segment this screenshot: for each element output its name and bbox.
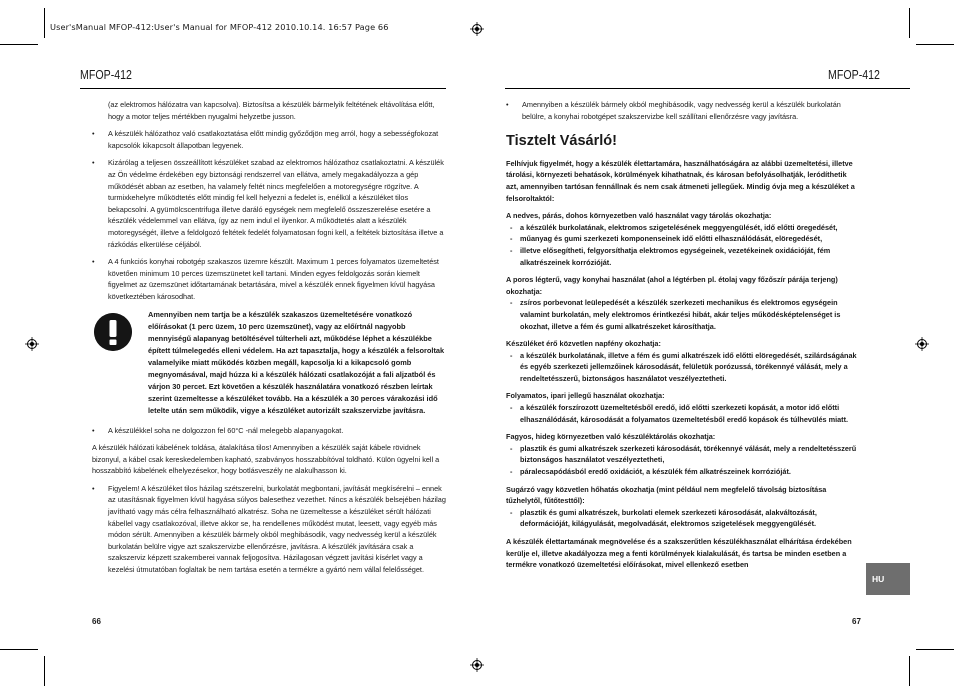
- care-notes: [506, 158, 858, 571]
- bullet-item: [92, 157, 448, 250]
- bullet-item: [92, 128, 448, 151]
- bullet-icon: •: [92, 158, 95, 168]
- bullet-item: [92, 425, 448, 437]
- registration-mark-icon: [470, 658, 484, 672]
- bullet-icon: •: [92, 257, 95, 267]
- subsection-heading: Fagyos, hideg környezetben való készüléktárolás okozhatja:: [506, 432, 716, 442]
- dash-item: - páralecsapódásból eredő oxidációt, a készülék fém alkatrészeinek korrózióját.: [510, 467, 791, 477]
- subsection-heading: A nedves, párás, dohos környezetben való használat vagy tárolás okozhatja:: [506, 211, 772, 221]
- dash-item: - a készülék burkolatának, elektromos szigetelésének meggyengülését, idő előtti öregedését,: [510, 222, 838, 232]
- dash-item: - zsíros porbevonat leülepedését a készülék szerkezeti mechanikus és elektromos egységein valamint burkolatán, mely elektromos érintkezési hibát, akár teljes működésképtelenséget is okozhat, illetve a fém és gumi alkatrészeket károsíthatja.: [510, 298, 841, 331]
- crop-mark: [909, 656, 910, 686]
- bullet-item: [92, 256, 448, 302]
- bullet-icon: •: [92, 483, 95, 493]
- warning-text: Amennyiben nem tartja be a készülék szakaszos üzemeltetésére vonatkozó előírásokat (1 perc üzem, 10 perc üzemszünet), vagy az előírtnál nagyobb mennyiségű alapanyag betöltésével túlterheli azt, működése léphet a készülékbe épített túlmelegedés elleni védelem. Ha azt tapasztalja, hogy a készülék a felsoroltak valamelyike miatt működés közben megáll, kapcsolja ki a kikapcsoló gomb megnyomásával, majd húzza ki a készülék hálózati csatlakozóját a fali aljzatból és várjon 30 percet. Ezt követően a készülék használatára vonatkozó részben leírtak szerint üzemeltesse a készüléket tovább. Ha a készülék a 30 perces várakozási idő letelte után sem működik, vigye a készüléket autorizált szakszervizbe javításra.: [148, 309, 445, 415]
- crop-mark: [916, 44, 954, 45]
- page-number-left: 66: [92, 617, 101, 626]
- header-right-model: MFOP-412: [828, 68, 880, 82]
- registration-mark-icon: [25, 337, 39, 351]
- section-title: Tisztelt Vásárló!: [506, 133, 617, 150]
- bullet-item: [92, 483, 448, 576]
- print-slug-line: User'sManual MFOP-412:User's Manual for MFOP-412 2010.10.14. 16:57 Page 66: [50, 22, 389, 32]
- header-rule-right: [505, 88, 910, 89]
- bullet-icon: •: [92, 129, 95, 139]
- bullet-item: [506, 99, 858, 122]
- registration-mark-icon: [915, 337, 929, 351]
- bullet-text: A készülék hálózathoz való csatlakoztatása előtt mindig győződjön meg arról, hogy a sebességfokozat kapcsolók kikapcsolt állapotban legyenek.: [108, 129, 439, 150]
- intro-paragraph: Felhívjuk figyelmét, hogy a készülék élettartamára, használhatóságára az alábbi üzemeltetési, illetve tárolási, környezeti behatások, körülmények kihathatnak, és károsan befolyásolhatják, leródíthetik azt, amennyiben tartósan fennállnak és nem csak átmeneti jellegűek. Mindig óvja meg a készüléket a felsoroltaktól:: [506, 158, 855, 203]
- subsection-heading: Sugárzó vagy közvetlen hőhatás okozhatja (mint például nem megfelelő távolság biztosítása tűzhelytől, fűtőtesttől):: [506, 484, 827, 506]
- warning-block: [92, 309, 448, 417]
- bullet-text: Amennyiben a készülék bármely okból meghibásodik, vagy nedvesség kerül a készülék burkolatán belülre, a konyhai robotgépet szakszervizbe kell szállítani ellenőrzésre vagy javításra.: [522, 100, 841, 121]
- subsection-heading: Készüléket érő közvetlen napfény okozhatja:: [506, 339, 661, 349]
- exclamation-icon: [94, 313, 132, 351]
- paragraph: A készülék hálózati kábelének toldása, átalakítása tilos! Amennyiben a készülék saját kábele rövidnek bizonyul, a kábel csak kereskedelemben kapható, szabványos hosszabbítóval toldható. Külön ügyelni kell a hosszabbító kábelének elhelyezésekor, hogy botlásveszély ne alakulhasson ki.: [92, 443, 440, 476]
- bullet-text: Kizárólag a teljesen összeállított készüléket szabad az elektromos hálózathoz csatlakoztatni. A készülék az Ön védelme érdekében egy biztonsági rendszerrel van ellátva, amely megakadályozza a gép működését abban az esetben, ha valamely feltét nincs megfelelően a motoregységre rögzítve. A turmixkehelyre működtetés előtt mindig fel kell helyezni a fedelet is, enélkül a készüléket tilos bekapcsolni. A gyümölcscentrifuga illetve daráló egységek nem megfelelő összeszerelése esetére a készülék védelemmel van ellátva, így az nem indul el ilyenkor. A működtetés alatt a készülék motoregységét, illetve a feldolgozó feltétek fedelét folyamatosan fogni kell, a feltétek biztosítása illetve a rázkódás elkerülése céljából.: [108, 158, 444, 249]
- language-tab: HU: [866, 563, 910, 595]
- crop-mark: [44, 656, 45, 686]
- outro-paragraph: A készülék élettartamának megnövelése és a szakszerűtlen készülékhasználat elhárítása érdekében kerülje el, illetve akadályozza meg a fenti körülmények kialakulását, és tartsa be minden esetben a termékre vonatkozó üzemeltetési előírásokat, mivel ellenkező esetben: [506, 537, 852, 570]
- dash-item: - a készülék burkolatának, illetve a fém és gumi alkatrészek idő előtti elöregedését, szilárdságának és egyéb szerkezeti jellemzőinek károsodását, felületük porózussá, törékennyé válását, mely a rendeltetésszerű, biztonságos használatot veszélyeztetheti.: [510, 350, 857, 383]
- header-left-model: MFOP-412: [80, 68, 132, 82]
- bullet-icon: •: [506, 100, 509, 109]
- left-page-column: [92, 99, 448, 582]
- subsection-heading: Folyamatos, ipari jellegű használat okozhatja:: [506, 391, 665, 401]
- page-number-right: 67: [852, 617, 861, 626]
- bullet-text: Figyelem! A készüléket tilos házilag szétszerelni, burkolatát megbontani, javítását megkísérelni – ennek az utasításnak figyelmen kívül hagyása súlyos balesethez vezethet. Nincs a készülék belsejében házilag javítható vagy más célra felhasználható alkatrész. Soha ne üzemeltesse a készüléket sérült hálózati kábellel vagy csatlakozóval, illetve akkor se, ha rendellenes működést mutat, leesett, vagy egyéb más módon sérült. Amennyiben a készülék bármely okból meghibásodik, vagy nedvesség kerül a készülék burkolatán belülre vigye azt szakszervizbe ellenőrzésre, javításra. A készülék javítására csak a szakszerviz képzett szakemberei vannak feljogosítva. Házilagosan végzett javítási kísérlet vagy a kezelési útmutatóban foglaltak be nem tartása esetén a termékre a gyártó nem vállal felelősséget.: [108, 483, 446, 575]
- crop-mark: [909, 8, 910, 38]
- dash-item: - plasztik és gumi alkatrészek szerkezeti károsodását, törékennyé válását, mely a rendeltetésszerű biztonságos használatot veszélyeztetheti,: [510, 443, 857, 465]
- dash-item: - a készülék forszírozott üzemeltetésből eredő, idő előtti szerkezeti kopását, a motor idő előtti elhasználódását, károsodását a folyamatos üzemeltetésből eredő kopások és túlhevülés miatt.: [510, 403, 849, 424]
- dash-item: - plasztik és gumi alkatrészek, burkolati elemek szerkezeti károsodását, alakváltozását, deformációját, kilágyulását, megolvadását, elektromos szigetelések meggyengülését.: [510, 507, 817, 529]
- right-page-column: [506, 99, 858, 577]
- bullet-text: A készülékkel soha ne dolgozzon fel 60°C -nál melegebb alapanyagokat.: [108, 425, 344, 435]
- bullet-icon: •: [92, 425, 95, 435]
- header-rule-left: [80, 88, 446, 89]
- registration-mark-icon: [470, 22, 484, 36]
- crop-mark: [0, 649, 38, 650]
- paragraph: (az elektromos hálózatra van kapcsolva). Biztosítsa a készülék bármelyik feltétének eltávolítása előtt, hogy a motor teljes mértékben nyugalmi helyzetbe jusson.: [108, 100, 435, 121]
- bullet-text: A 4 funkciós konyhai robotgép szakaszos üzemre készült. Maximum 1 perces folyamatos üzemeltetést követően minimum 10 perces üzemszünetet kell tartani. Minden egyes feldolgozás során kiemelt figyelmet az üzemszünet időtartamának betartására, mivel a készülék ennek figyelmen kívül hagyása következtében károsodhat.: [108, 257, 439, 301]
- crop-mark: [916, 649, 954, 650]
- dash-item: - illetve elősegítheti, felgyorsíthatja elektromos egységeinek, vezetékeinek oxidációját, fém alkatrészeinek korrózióját.: [510, 245, 831, 267]
- crop-mark: [0, 44, 38, 45]
- dash-item: - műanyag és gumi szerkezeti komponenseinek idő előtti elhasználódását, elöregedését,: [510, 234, 823, 244]
- subsection-heading: A poros légterű, vagy konyhai használat (ahol a légtérben pl. étolaj vagy főzőszír párája terjeng) okozhatja:: [506, 275, 838, 296]
- crop-mark: [44, 8, 45, 38]
